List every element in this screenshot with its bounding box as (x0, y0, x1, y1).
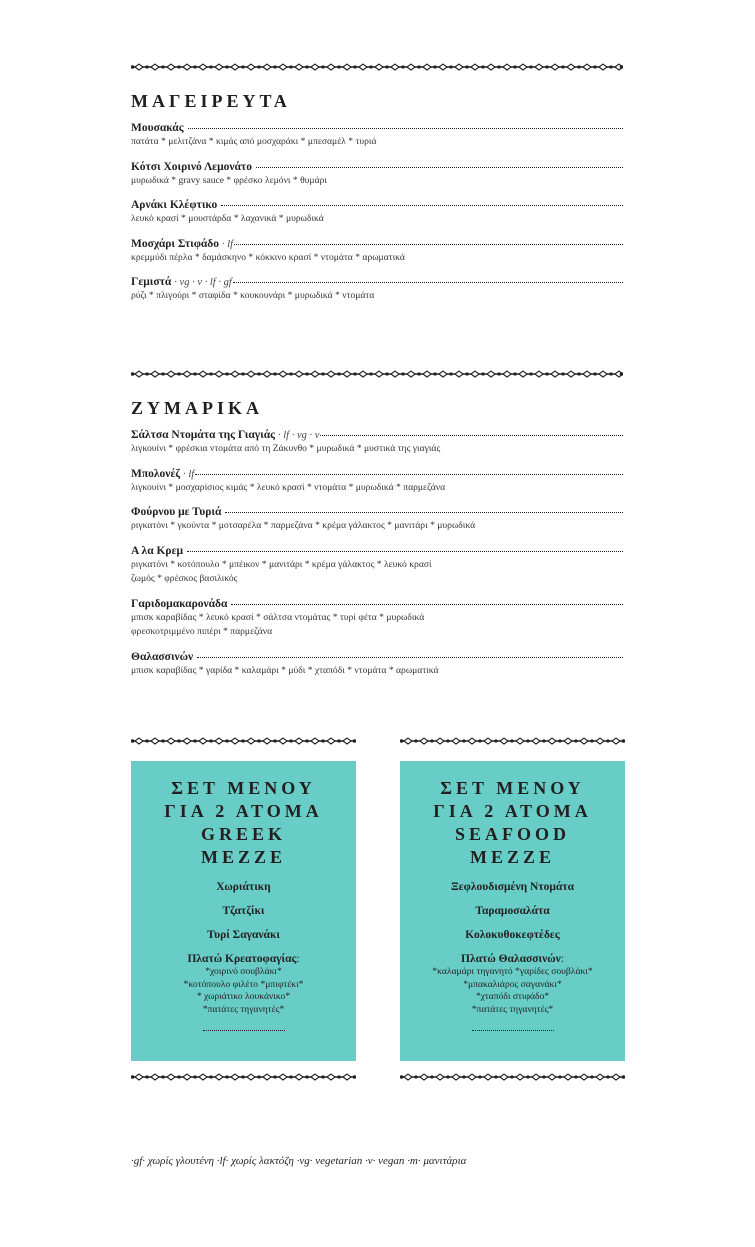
ornamental-divider (400, 1073, 625, 1081)
set-menu-dish: Ξεφλουδισμένη Ντομάτα (450, 881, 575, 893)
dotted-leader (231, 604, 623, 605)
platter-title (131, 953, 356, 966)
item-tags: · lf (183, 468, 195, 480)
ornamental-divider (400, 737, 625, 745)
dotted-leader (197, 657, 623, 658)
set-menu-title-line: ΣΕΤ ΜΕΝΟΥ (440, 778, 585, 798)
menu-item (131, 276, 623, 304)
item-description: ζωμός * φρέσκος βασιλικός (131, 573, 238, 584)
menu-item (131, 199, 623, 227)
platter-item: * χωριάτικο λουκάνικο* (196, 991, 291, 1003)
item-description: ριγκατόνι * κοτόπουλο * μπέικον * μανιτάρι * κρέμα γάλακτος * λευκό κρασί (131, 558, 432, 570)
set-menu-dish: Τζατζίκι (222, 905, 265, 917)
platter-item: *κοτόπουλο φιλέτο *μπιφτέκι* (183, 978, 304, 990)
platter-item: *καλαμάρι τηγανητό *γαρίδες σουβλάκι* (432, 966, 593, 977)
item-description: μπισκ καραβίδας * γαρίδα * καλαμάρι * μύδι * χταπόδι * ντομάτα * αρωματικά (131, 664, 439, 676)
menu-item (131, 651, 623, 679)
item-name: Μουσακάς (131, 122, 184, 134)
item-name: Α λα Κρεμ (131, 544, 184, 557)
item-description: λιγκουίνι * φρέσκια ντομάτα από τη Ζάκυνθο * μυρωδικά * μυστικά της γιαγιάς (131, 443, 441, 454)
dotted-leader (225, 512, 623, 513)
item-tags: · lf · vg · v (278, 430, 320, 441)
platter-item: *μπακαλιάρος σαγανάκι* (463, 978, 562, 990)
item-name: Γεμιστά (131, 276, 172, 288)
item-description: πατάτα * μελιτζάνα * κιμάς από μοσχαράκι * μπεσαμέλ * τυριά (131, 136, 377, 147)
set-menu-dish: Χωριάτικη (216, 881, 271, 893)
dotted-line (472, 1030, 554, 1031)
ornamental-divider (131, 63, 623, 71)
dotted-leader (233, 282, 623, 283)
menu-item (131, 122, 623, 150)
menu-item (131, 545, 623, 587)
dotted-leader (195, 474, 623, 475)
set-menu-title-line: GREEK (200, 824, 286, 844)
menu-item (131, 238, 623, 266)
section-title-zymarika: ΖΥΜΑΡΙΚΑ (131, 398, 263, 418)
item-name: Μοσχάρι Στιφάδο (131, 237, 220, 250)
platter-item: *χταπόδι στιφάδο* (475, 991, 550, 1003)
item-name: Σάλτσα Ντομάτα της Γιαγιάς (131, 429, 276, 441)
dotted-line (203, 1030, 285, 1031)
set-menu-title-line: MEZZE (469, 847, 555, 867)
item-description: ριγκατόνι * γκούντα * μοτσαρέλα * παρμεζάνα * κρέμα γάλακτος * μανιτάρι * μυρωδικά (131, 520, 476, 531)
platter-title-text: Πλατώ Κρεατοφαγίας (187, 953, 297, 965)
dotted-leader (320, 435, 623, 436)
platter-title (400, 953, 625, 966)
set-menu-dish: Τυρί Σαγανάκι (207, 929, 280, 941)
item-name: Μπολονέζ (131, 467, 181, 480)
ornamental-divider (131, 737, 356, 745)
platter-item: *χοιρινό σουβλάκι* (205, 966, 282, 977)
menu-list-zymarika (131, 429, 623, 689)
set-menu-seafood-mezze (400, 761, 625, 1061)
platter-item: *πατάτες τηγανητές* (202, 1003, 285, 1015)
set-menu-title-line: MEZZE (200, 847, 286, 867)
dotted-leader (221, 205, 623, 206)
platter-title-colon: : (296, 953, 300, 965)
dotted-leader (188, 128, 623, 129)
set-menu-dish: Κολοκυθοκεφτέδες (465, 929, 560, 941)
platter-item: *πατάτες τηγανητές* (471, 1003, 554, 1015)
dotted-leader (187, 551, 623, 552)
ornamental-divider (131, 1073, 356, 1081)
item-description: φρεσκοτριμμένο πιπέρι * παρμεζάνα (131, 626, 273, 637)
section-title-mageireyta: ΜΑΓΕΙΡΕΥΤΑ (131, 91, 291, 111)
set-menu-title-line: SEAFOOD (454, 824, 570, 844)
dotted-leader (234, 244, 623, 245)
set-menu-greek-mezze (131, 761, 356, 1061)
item-tags: · vg · v · lf · gf (174, 277, 232, 288)
platter-title-text: Πλατώ Θαλασσινών (461, 953, 561, 965)
item-description: λευκό κρασί * μουστάρδα * λαχανικά * μυρωδικά (131, 213, 324, 224)
platter-title-colon: : (560, 953, 564, 965)
menu-item (131, 598, 623, 640)
menu-item (131, 161, 623, 189)
item-description: κρεμμύδι πέρλα * δαμάσκηνο * κόκκινο κρασί * ντομάτα * αρωματικά (131, 251, 405, 263)
menu-item (131, 429, 623, 457)
item-name: Αρνάκι Κλέφτικο (131, 199, 218, 211)
item-name: Φούρνου με Τυριά (131, 506, 222, 518)
item-name: Κότσι Χοιρινό Λεμονάτο (131, 160, 252, 173)
set-menu-title-line: ΣΕΤ ΜΕΝΟΥ (171, 778, 316, 798)
set-menu-title-line: ΓΙΑ 2 ΑΤΟΜΑ (433, 801, 592, 821)
set-menu-dish: Ταραμοσαλάτα (475, 905, 550, 917)
menu-item (131, 468, 623, 496)
menu-list-mageireyta (131, 122, 623, 315)
set-menu-title-line: ΓΙΑ 2 ΑΤΟΜΑ (164, 801, 323, 821)
item-name: Γαριδομακαρονάδα (131, 597, 228, 610)
item-description: λιγκουίνι * μοσχαρίσιος κιμάς * λευκό κρασί * ντομάτα * μυρωδικά * παρμεζάνα (131, 481, 446, 493)
dietary-legend: ·gf· χωρίς γλουτένη ·lf· χωρίς λακτόζη ·vg· vegetarian ·v· vegan ·m· μανιτάρια (131, 1155, 467, 1167)
item-description: μυρωδικά * gravy sauce * φρέσκο λεμόνι * θυμάρι (131, 174, 327, 186)
item-description: μπισκ καραβίδας * λευκό κρασί * σάλτσα ντομάτας * τυρί φέτα * μυρωδικά (131, 611, 425, 623)
item-tags: · lf (222, 238, 234, 250)
item-description: ρύζι * πλιγούρι * σταφίδα * κουκουνάρι * μυρωδικά * ντομάτα (131, 290, 375, 301)
ornamental-divider (131, 370, 623, 378)
item-name: Θαλασσινών (131, 650, 194, 663)
dotted-leader (256, 167, 623, 168)
menu-item (131, 506, 623, 534)
